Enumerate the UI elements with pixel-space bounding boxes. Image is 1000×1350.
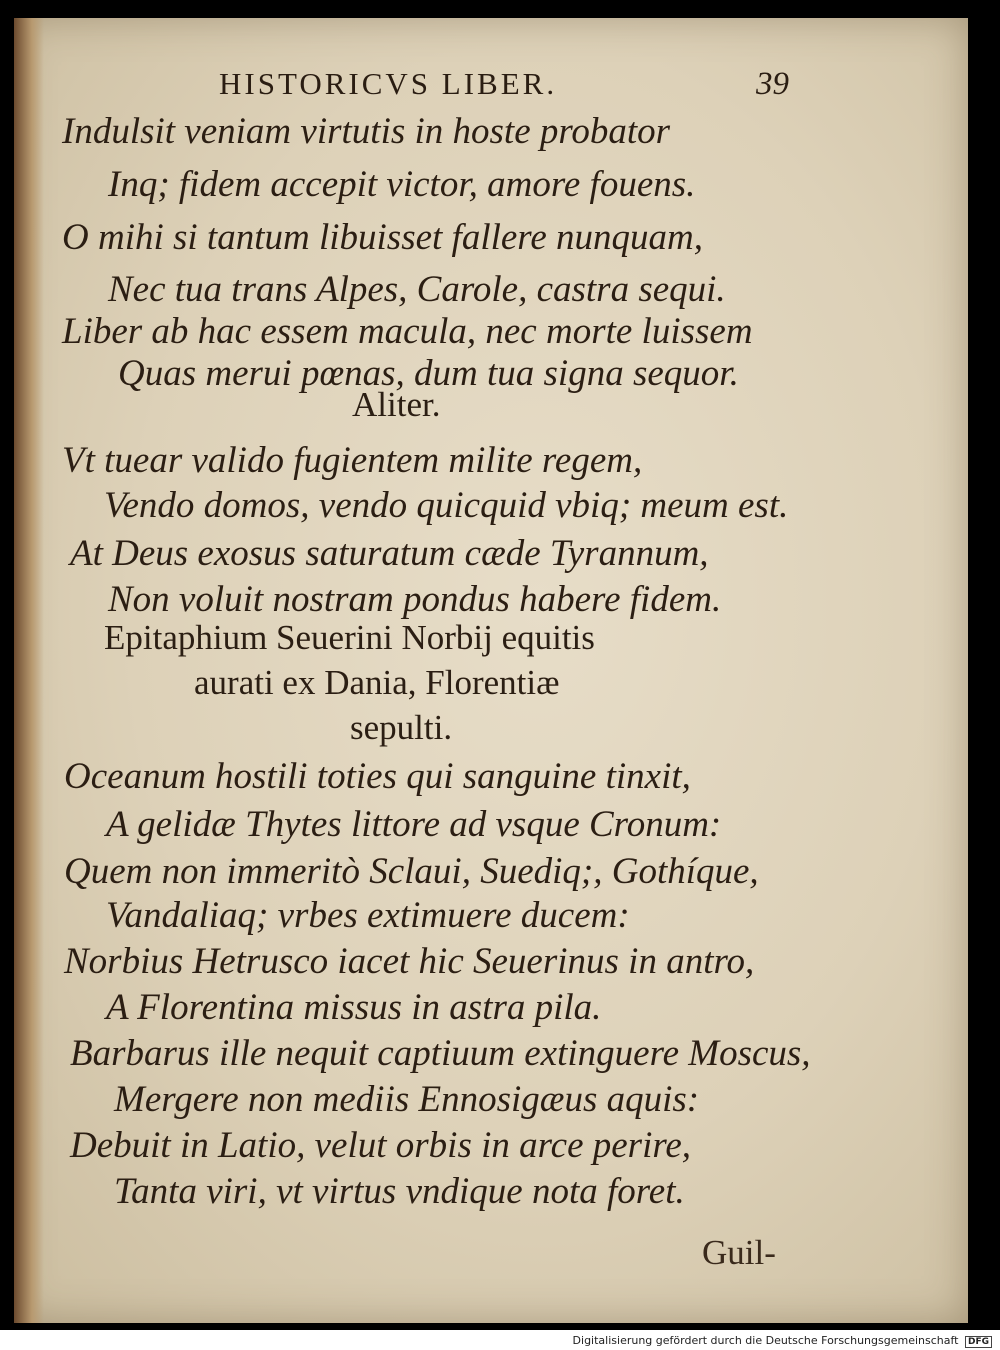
credit-text: Digitalisierung gefördert durch die Deutsche Forschungsgemeinschaft bbox=[572, 1334, 959, 1347]
verse-line: Nec tua trans Alpes, Carole, castra sequi. bbox=[108, 269, 726, 310]
verse-line: Debuit in Latio, velut orbis in arce perire, bbox=[70, 1125, 692, 1166]
verse-line: O mihi si tantum libuisset fallere nunquam, bbox=[62, 217, 703, 258]
epitaph-title-line: sepulti. bbox=[350, 708, 453, 747]
verse-line: Liber ab hac essem macula, nec morte luissem bbox=[62, 311, 753, 352]
verse-line: Vendo domos, vendo quicquid vbiq; meum est. bbox=[104, 485, 789, 526]
verse-line: Oceanum hostili toties qui sanguine tinxit, bbox=[64, 756, 691, 797]
verse-line: At Deus exosus saturatum cæde Tyrannum, bbox=[70, 533, 709, 574]
verse-line: Norbius Hetrusco iacet hic Seuerinus in antro, bbox=[64, 941, 755, 982]
dfg-logo-icon: DFG bbox=[965, 1336, 992, 1348]
page-header bbox=[14, 66, 968, 106]
running-head: HISTORICVS LIBER. bbox=[219, 66, 558, 101]
epitaph-title-line: Epitaphium Seuerini Norbij equitis bbox=[104, 618, 595, 657]
digitization-credit bbox=[573, 1334, 992, 1348]
verse-line: Inq; fidem accepit victor, amore fouens. bbox=[108, 164, 696, 205]
verse-line: Quas merui pœnas, dum tua signa sequor. bbox=[118, 353, 739, 394]
epitaph-title-line: aurati ex Dania, Florentiæ bbox=[194, 663, 560, 702]
verse-line: A gelidæ Thytes littore ad vsque Cronum: bbox=[106, 804, 722, 845]
verse-line: Mergere non mediis Ennosigæus aquis: bbox=[114, 1079, 700, 1120]
verse-line: Tanta viri, vt virtus vndique nota foret. bbox=[114, 1171, 685, 1212]
verse-line: Vt tuear valido fugientem milite regem, bbox=[62, 440, 643, 481]
verse-line: A Florentina missus in astra pila. bbox=[106, 987, 602, 1028]
verse-line: Indulsit veniam virtutis in hoste probator bbox=[62, 111, 671, 152]
verse-line: Barbarus ille nequit captiuum extinguere Moscus, bbox=[70, 1033, 811, 1074]
catchword: Guil- bbox=[702, 1233, 776, 1272]
verse-line: Quem non immeritò Sclaui, Suediq;, Gothíque, bbox=[64, 851, 759, 892]
book-page bbox=[14, 18, 968, 1323]
verse-line: Non voluit nostram pondus habere fidem. bbox=[108, 579, 722, 620]
verse-line: Vandaliaq; vrbes extimuere ducem: bbox=[106, 895, 630, 936]
heading-aliter: Aliter. bbox=[352, 385, 441, 424]
page-spine-shadow bbox=[14, 18, 44, 1323]
page-number: 39 bbox=[756, 66, 789, 102]
